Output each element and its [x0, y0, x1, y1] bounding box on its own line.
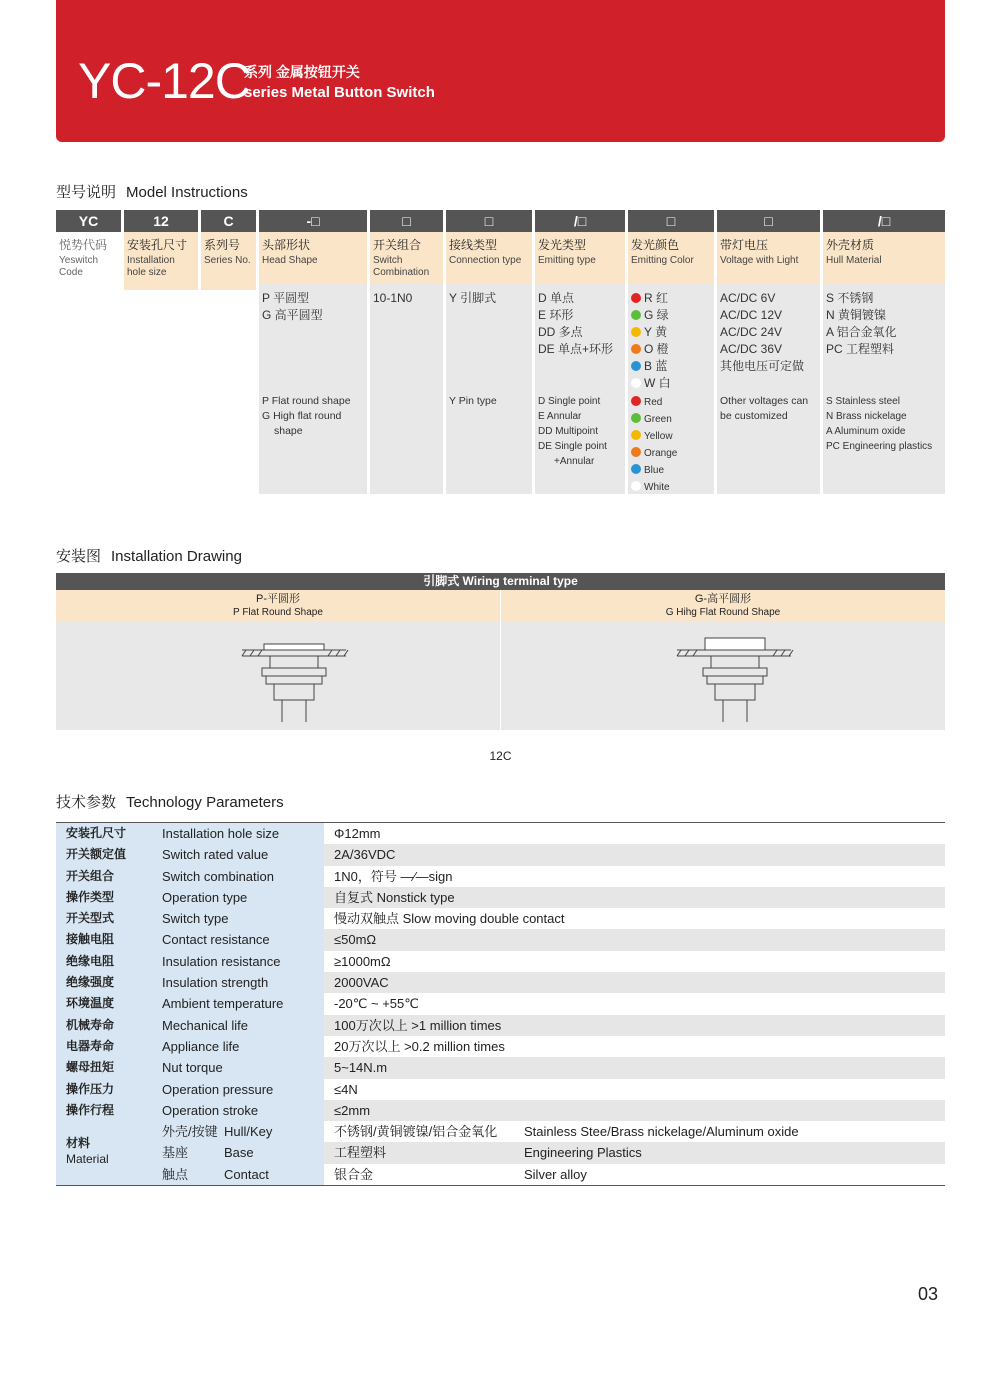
table-row: 开关组合 Switch combination 1N0，符号 —⁄—sign [56, 866, 945, 887]
hull-material-options: S 不锈钢 N 黄铜镀镍 A 铝合金氧化 PC 工程塑料 S Stainless steel N Brass nickelage A Aluminum oxide PC Engineering plastics [823, 284, 945, 494]
label-cell: 带灯电压 Voltage with Light [717, 232, 820, 290]
model-section-title: 型号说明 Model Instructions [56, 184, 248, 201]
table-row: 操作行程 Operation stroke ≤2mm [56, 1100, 945, 1121]
emitting-type-options: D 单点 E 环形 DD 多点 DE 单点+环形 D Single point E Annular DD Multipoint DE Single point +Annular [535, 284, 625, 494]
code-cell: /□ [823, 210, 945, 232]
flat-round-label-zh: P-平圆形 [256, 593, 300, 605]
drawing-caption: 12C [489, 749, 512, 763]
connection-options: Y 引脚式 Y Pin type [446, 284, 532, 494]
subtitle-zh: 系列 金属按钮开关 [244, 64, 360, 80]
switch-drawing-icon [501, 622, 945, 730]
switch-drawing-icon [56, 622, 500, 730]
page-number: 03 [918, 1284, 939, 1304]
high-flat-round-column [501, 590, 945, 730]
label-cell: 接线类型 Connection type [446, 232, 532, 290]
material-label-zh: 材料 [66, 1136, 91, 1151]
color-options: R 红 G 绿 Y 黄 O 橙 B 蓝 W 白 Red Green Yellow Orange Blue White [628, 284, 714, 494]
white-dot-icon [631, 378, 641, 388]
table-row: 绝缘电阻 Insulation resistance ≥1000mΩ [56, 951, 945, 972]
code-cell: 12 [124, 210, 198, 232]
label-cell: 开关组合 Switch Combination [370, 232, 443, 290]
install-section-title: 安装图 Installation Drawing [56, 548, 242, 565]
high-flat-round-drawing [501, 622, 945, 730]
code-cell: □ [717, 210, 820, 232]
label-cell: 头部形状 Head Shape [259, 232, 367, 290]
blue-dot-icon [631, 361, 641, 371]
yellow-dot-icon [631, 327, 641, 337]
flat-round-label-en: P Flat Round Shape [233, 607, 323, 618]
switch-combination-options: 10-1N0 [370, 284, 443, 494]
table-row: 开关型式 Switch type 慢动双触点 Slow moving double contact [56, 908, 945, 929]
table-row: 安装孔尺寸 Installation hole size Φ12mm [56, 823, 945, 844]
header-banner [56, 0, 945, 142]
tech-section-title: 技术参数 Technology Parameters [56, 794, 284, 811]
green-dot-icon [631, 310, 641, 320]
label-cell: 安装孔尺寸 Installation hole size [124, 232, 198, 290]
red-dot-icon [631, 293, 641, 303]
label-cell: 悦势代码 Yeswitch Code [59, 238, 108, 278]
model-title: YC-12C [78, 53, 250, 109]
flat-round-drawing [56, 622, 500, 730]
material-label-en: Material [66, 1152, 109, 1167]
label-cell: 系列号 Series No. [201, 232, 256, 290]
high-flat-round-label-zh: G-高平圆形 [694, 593, 752, 605]
flat-round-column [56, 590, 500, 730]
table-row: 操作类型 Operation type 自复式 Nonstick type [56, 887, 945, 908]
table-row: 环境温度 Ambient temperature -20℃ ~ +55℃ [56, 993, 945, 1014]
label-cell: 发光类型 Emitting type [535, 232, 625, 290]
code-cell: /□ [535, 210, 625, 232]
table-row: 绝缘强度 Insulation strength 2000VAC [56, 972, 945, 993]
code-cell: YC [56, 210, 121, 232]
material-row: 材料 Material 外壳/按键 Hull/Key 基座 Base 触点 Contact 不锈钢/黄铜镀镍/铝合金氧化 Stainless Stee/Brass nickelage/Aluminum oxide 工程塑料 Engineering Plastics 银合金 Silver alloy [56, 1121, 945, 1185]
table-row: 机械寿命 Mechanical life 100万次以上 >1 million times [56, 1015, 945, 1036]
subtitle-en: series Metal Button Switch [244, 84, 435, 101]
label-cell: 外壳材质 Hull Material [823, 232, 945, 290]
code-cell: -□ [259, 210, 367, 232]
table-row: 电器寿命 Appliance life 20万次以上 >0.2 million times [56, 1036, 945, 1057]
table-row: 接触电阻 Contact resistance ≤50mΩ [56, 929, 945, 950]
wiring-type-header: 引脚式 Wiring terminal type [56, 573, 945, 590]
tech-parameters-table [56, 822, 945, 1186]
head-shape-options: P 平圆型 G 高平圆型 P Flat round shape G High flat round shape [259, 284, 367, 494]
label-cell: 发光颜色 Emitting Color [628, 232, 714, 290]
orange-dot-icon [631, 344, 641, 354]
code-cell: C [201, 210, 256, 232]
code-cell: □ [446, 210, 532, 232]
table-row: 操作压力 Operation pressure ≤4N [56, 1079, 945, 1100]
installation-drawing [56, 573, 945, 763]
voltage-options: AC/DC 6V AC/DC 12V AC/DC 24V AC/DC 36V 其他电压可定做 Other voltages can be customized [717, 284, 820, 494]
high-flat-round-label-en: G Hihg Flat Round Shape [665, 607, 781, 618]
code-cell: □ [628, 210, 714, 232]
table-row: 螺母扭矩 Nut torque 5~14N.m [56, 1057, 945, 1078]
code-cell: □ [370, 210, 443, 232]
table-row: 开关额定值 Switch rated value 2A/36VDC [56, 844, 945, 865]
